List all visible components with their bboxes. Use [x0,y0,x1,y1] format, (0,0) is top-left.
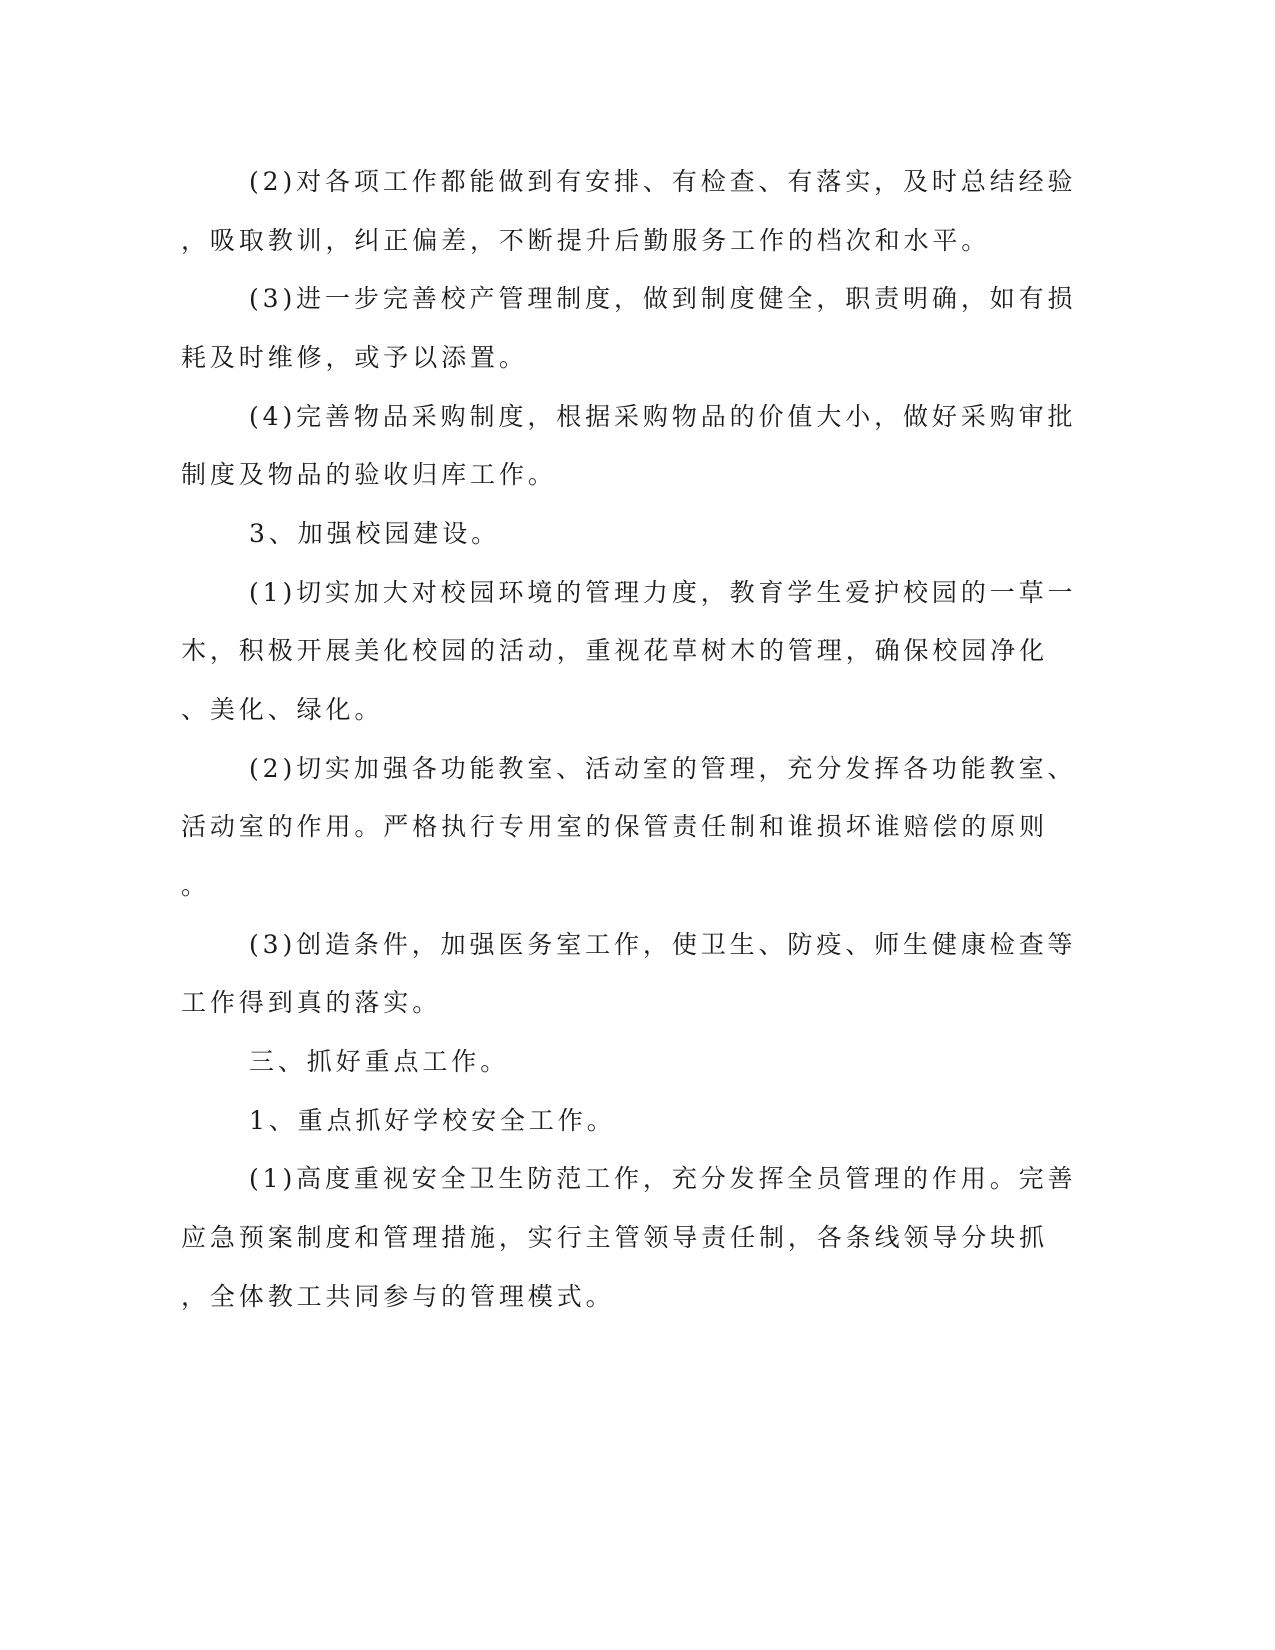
paragraph-line: ，吸取教训，纠正偏差，不断提升后勤服务工作的档次和水平。 [181,226,991,255]
paragraph-line: (3)进一步完善校产管理制度，做到制度健全，职责明确，如有损 [249,284,1077,313]
section-heading: 3、加强校园建设。 [249,519,501,548]
paragraph-line: (3)创造条件，加强医务室工作，使卫生、防疫、师生健康检查等 [249,930,1077,959]
paragraph-line: 耗及时维修，或予以添置。 [181,343,528,372]
paragraph-line: 制度及物品的验收归库工作。 [181,460,557,489]
paragraph-line: 工作得到真的落实。 [181,988,442,1017]
paragraph-line: 、美化、绿化。 [181,695,384,724]
paragraph-line: 活动室的作用。严格执行专用室的保管责任制和谁损坏谁赔偿的原则 [181,812,1049,841]
paragraph-line: (2)对各项工作都能做到有安排、有检查、有落实，及时总结经验 [249,167,1077,196]
paragraph-line: 。 [181,871,210,900]
paragraph-line: (4)完善物品采购制度，根据采购物品的价值大小，做好采购审批 [249,402,1077,431]
paragraph-line: 应急预案制度和管理措施，实行主管领导责任制，各条线领导分块抓 [181,1223,1049,1252]
paragraph-line: (1)高度重视安全卫生防范工作，充分发挥全员管理的作用。完善 [249,1164,1077,1193]
paragraph-line: ，全体教工共同参与的管理模式。 [181,1282,615,1311]
paragraph-line: (2)切实加强各功能教室、活动室的管理，充分发挥各功能教室、 [249,754,1077,783]
section-heading: 三、抓好重点工作。 [249,1047,510,1076]
paragraph-line: 木，积极开展美化校园的活动，重视花草树木的管理，确保校园净化 [181,636,1049,665]
section-heading: 1、重点抓好学校安全工作。 [249,1106,616,1135]
paragraph-line: (1)切实加大对校园环境的管理力度，教育学生爱护校园的一草一 [249,578,1077,607]
